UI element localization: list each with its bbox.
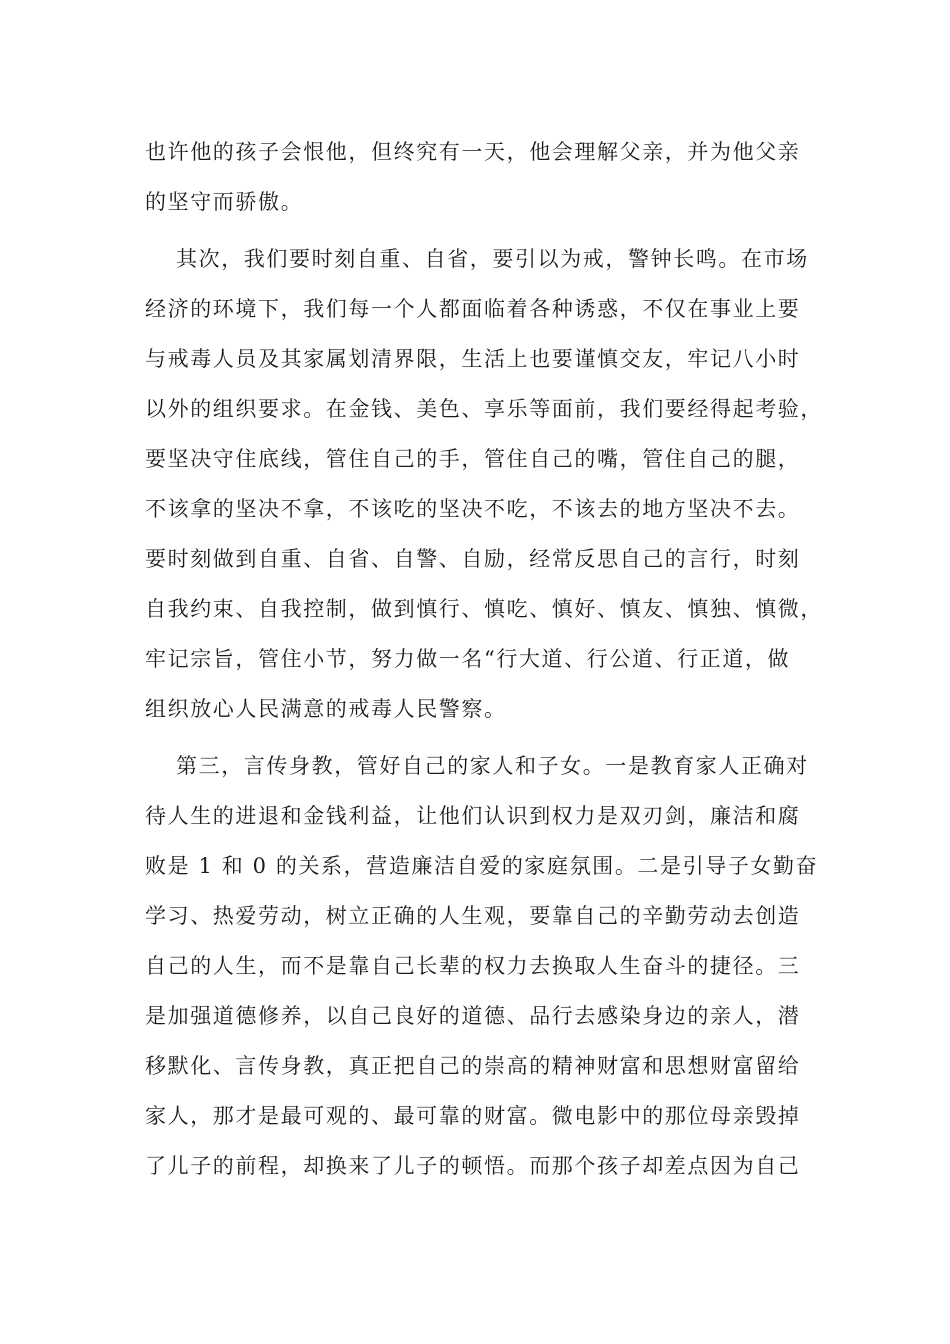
text-line: 要坚决守住底线，管住自己的手，管住自己的嘴，管住自己的腿， xyxy=(145,447,801,471)
text-line: 的坚守而骄傲。 xyxy=(145,190,304,214)
text-line: 组织放心人民满意的戒毒人民警察。 xyxy=(145,697,507,721)
text-line: 也许他的孩子会恨他，但终究有一天，他会理解父亲，并为他父亲 xyxy=(145,140,801,164)
text-line: 家人，那才是最可观的、最可靠的财富。微电影中的那位母亲毁掉 xyxy=(145,1104,801,1128)
text-line: 自我约束、自我控制，做到慎行、慎吃、慎好、慎友、慎独、慎微， xyxy=(145,597,823,621)
text-line: 与戒毒人员及其家属划清界限，生活上也要谨慎交友，牢记八小时 xyxy=(145,347,801,371)
text-line: 是加强道德修养，以自己良好的道德、品行去感染身边的亲人，潜 xyxy=(145,1004,801,1028)
text-line: 败是 1 和 0 的关系，营造廉洁自爱的家庭氛围。二是引导子女勤奋 xyxy=(145,854,819,878)
text-line: 了儿子的前程，却换来了儿子的顿悟。而那个孩子却差点因为自己 xyxy=(145,1154,801,1178)
text-line: 第三，言传身教，管好自己的家人和子女。一是教育家人正确对 xyxy=(176,754,809,778)
text-line: 以外的组织要求。在金钱、美色、享乐等面前，我们要经得起考验， xyxy=(145,397,823,421)
text-line: 移默化、言传身教，真正把自己的崇高的精神财富和思想财富留给 xyxy=(145,1054,801,1078)
text-line: 其次，我们要时刻自重、自省，要引以为戒，警钟长鸣。在市场 xyxy=(176,247,809,271)
text-line: 牢记宗旨，管住小节，努力做一名“行大道、行公道、行正道，做 xyxy=(145,647,791,671)
text-line: 待人生的进退和金钱利益，让他们认识到权力是双刃剑，廉洁和腐 xyxy=(145,804,801,828)
text-line: 不该拿的坚决不拿，不该吃的坚决不吃，不该去的地方坚决不去。 xyxy=(145,497,801,521)
text-line: 自己的人生，而不是靠自己长辈的权力去换取人生奋斗的捷径。三 xyxy=(145,954,801,978)
text-line: 经济的环境下，我们每一个人都面临着各种诱惑，不仅在事业上要 xyxy=(145,297,801,321)
text-line: 要时刻做到自重、自省、自警、自励，经常反思自己的言行，时刻 xyxy=(145,547,801,571)
text-line: 学习、热爱劳动，树立正确的人生观，要靠自己的辛勤劳动去创造 xyxy=(145,904,801,928)
